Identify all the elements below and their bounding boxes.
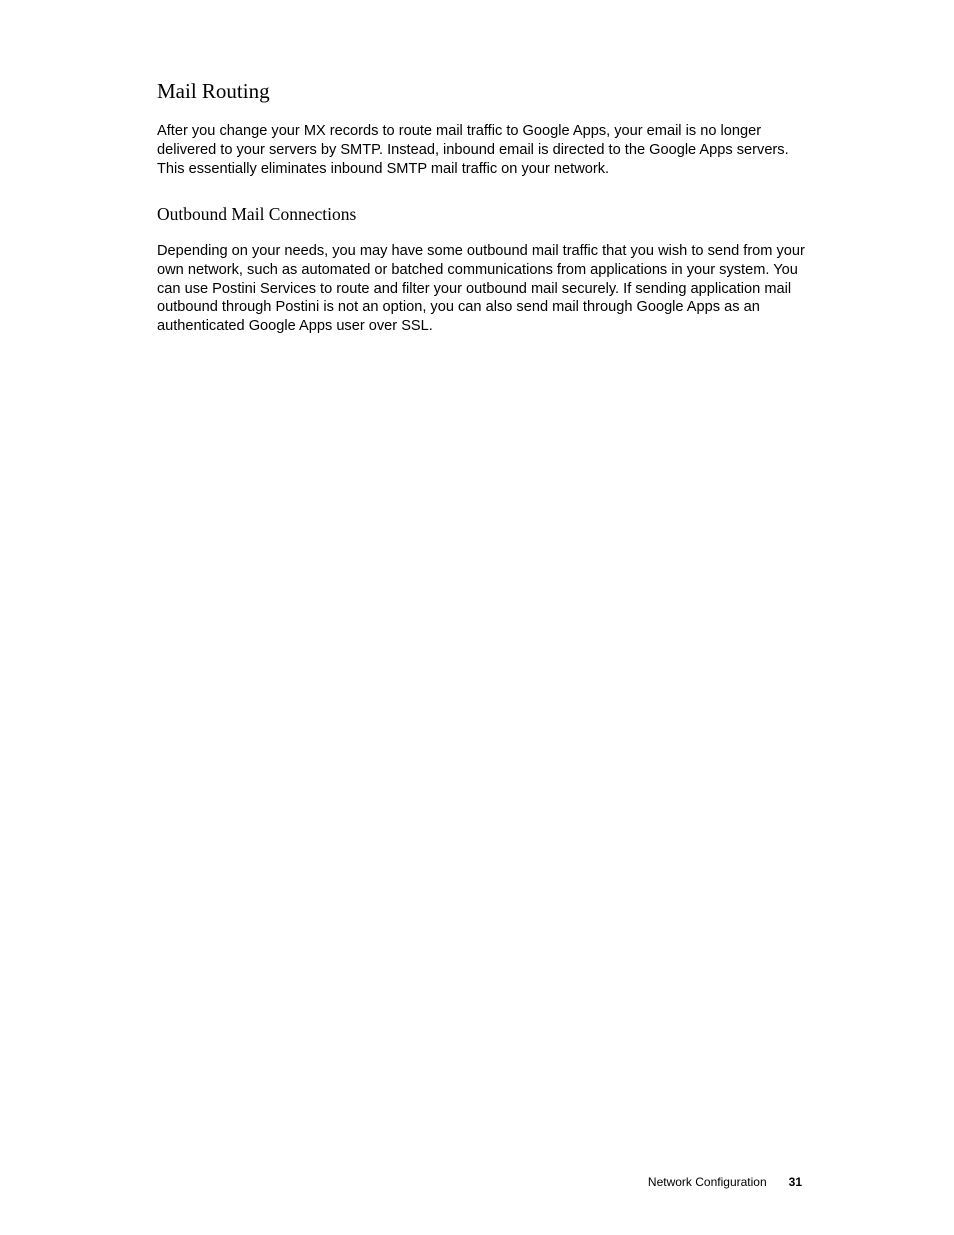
paragraph-outbound-mail-connections: Depending on your needs, you may have some outbound mail traffic that you wish to send from your own network, such as automated or batched communications from applications in your system. You can use Postini Services to route and filter your outbound mail securely. If sending application mail outbound through Postini is not an option, you can also send mail through Google Apps as an authenticated Google Apps user over SSL. [157,243,805,335]
paragraph-mail-routing: After you change your MX records to route mail traffic to Google Apps, your email is no longer delivered to your servers by SMTP. Instead, inbound email is directed to the Google Apps servers. This essentially eliminates inbound SMTP mail traffic on your network. [157,123,789,177]
footer-page-number: 31 [788,1175,802,1189]
heading-mail-routing: Mail Routing [157,79,270,103]
heading-outbound-mail-connections: Outbound Mail Connections [157,204,357,224]
footer-section-title: Network Configuration [647,1175,767,1189]
page-footer [648,1174,802,1190]
